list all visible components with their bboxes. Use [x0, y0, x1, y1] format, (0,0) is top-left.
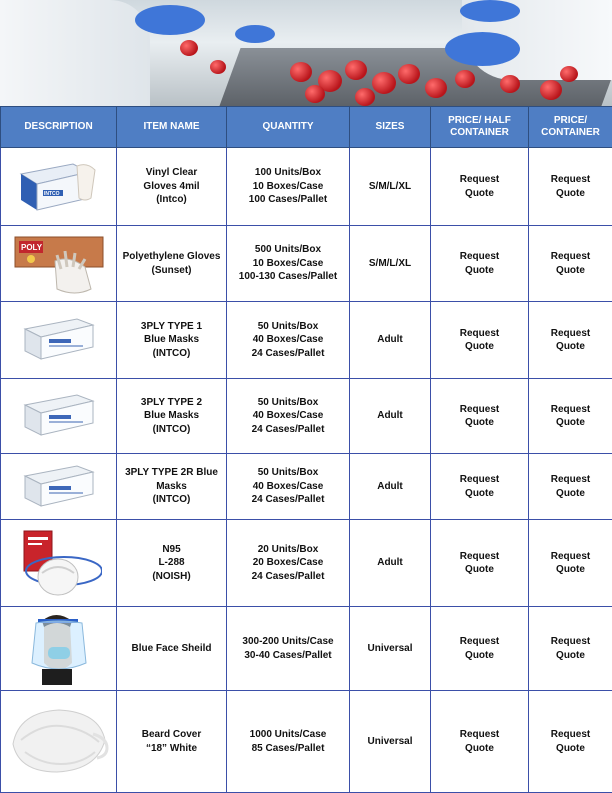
sizes-cell: Adult	[350, 520, 431, 607]
item-name-cell: Vinyl Clear Gloves 4mil (Intco)	[117, 148, 227, 226]
header-item-name: ITEM NAME	[117, 107, 227, 148]
hero-banner-photo	[0, 0, 612, 106]
table-row	[1, 226, 612, 302]
price-half-container-cell: Request Quote	[431, 454, 529, 520]
sizes-cell: S/M/L/XL	[350, 148, 431, 226]
sizes-cell: Adult	[350, 454, 431, 520]
product-table	[0, 106, 612, 793]
product-image-face-shield	[1, 607, 117, 691]
quantity-cell: 100 Units/Box 10 Boxes/Case 100 Cases/Pallet	[227, 148, 350, 226]
glove-shape	[445, 32, 520, 66]
tomato	[305, 85, 325, 103]
product-image-vinyl-gloves	[1, 148, 117, 226]
tomato	[560, 66, 578, 82]
svg-text:INTCO: INTCO	[44, 191, 60, 197]
quantity-cell: 50 Units/Box 40 Boxes/Case 24 Cases/Pallet	[227, 454, 350, 520]
svg-text:POLY: POLY	[21, 243, 43, 252]
table-row	[1, 379, 612, 454]
quantity-cell: 500 Units/Box 10 Boxes/Case 100-130 Cases/Pallet	[227, 226, 350, 302]
price-half-container-cell: Request Quote	[431, 226, 529, 302]
glove-shape	[460, 0, 520, 22]
item-name-cell: 3PLY TYPE 1 Blue Masks (INTCO)	[117, 302, 227, 379]
sizes-cell: Universal	[350, 691, 431, 793]
table-header-row	[1, 107, 612, 148]
tomato	[500, 75, 520, 93]
product-image-poly-gloves	[1, 226, 117, 302]
price-half-container-cell: Request Quote	[431, 691, 529, 793]
price-container-cell: Request Quote	[529, 454, 612, 520]
tomato	[455, 70, 475, 88]
glove-shape	[135, 5, 205, 35]
product-image-mask-box	[1, 302, 117, 379]
quantity-cell: 50 Units/Box 40 Boxes/Case 24 Cases/Pallet	[227, 302, 350, 379]
price-half-container-cell: Request Quote	[431, 148, 529, 226]
header-quantity: QUANTITY	[227, 107, 350, 148]
price-half-container-cell: Request Quote	[431, 520, 529, 607]
price-container-cell: Request Quote	[529, 520, 612, 607]
header-price-half-container: PRICE/ HALF CONTAINER	[431, 107, 529, 148]
table-row	[1, 691, 612, 793]
item-name-cell: N95 L-288 (NOISH)	[117, 520, 227, 607]
table-row	[1, 607, 612, 691]
item-name-cell: 3PLY TYPE 2R Blue Masks (INTCO)	[117, 454, 227, 520]
price-half-container-cell: Request Quote	[431, 379, 529, 454]
header-description: DESCRIPTION	[1, 107, 117, 148]
item-name-cell: Blue Face Sheild	[117, 607, 227, 691]
price-container-cell: Request Quote	[529, 691, 612, 793]
price-half-container-cell: Request Quote	[431, 302, 529, 379]
table-row	[1, 454, 612, 520]
tomato	[540, 80, 562, 100]
item-name-cell: 3PLY TYPE 2 Blue Masks (INTCO)	[117, 379, 227, 454]
product-image-beard-cover	[1, 691, 117, 793]
sizes-cell: Adult	[350, 379, 431, 454]
price-container-cell: Request Quote	[529, 302, 612, 379]
header-sizes: SIZES	[350, 107, 431, 148]
price-container-cell: Request Quote	[529, 148, 612, 226]
product-image-mask-box	[1, 379, 117, 454]
item-name-cell: Beard Cover “18” White	[117, 691, 227, 793]
product-image-mask-box	[1, 454, 117, 520]
tomato	[290, 62, 312, 82]
tomato	[210, 60, 226, 74]
tomato	[345, 60, 367, 80]
tomato	[372, 72, 396, 94]
item-name-cell: Polyethylene Gloves (Sunset)	[117, 226, 227, 302]
table-row	[1, 520, 612, 607]
price-container-cell: Request Quote	[529, 379, 612, 454]
quantity-cell: 300-200 Units/Case 30-40 Cases/Pallet	[227, 607, 350, 691]
product-image-n95-mask	[1, 520, 117, 607]
worker-coat-left	[0, 0, 150, 106]
sizes-cell: Adult	[350, 302, 431, 379]
tomato	[355, 88, 375, 106]
quantity-cell: 50 Units/Box 40 Boxes/Case 24 Cases/Pallet	[227, 379, 350, 454]
tomato	[425, 78, 447, 98]
price-container-cell: Request Quote	[529, 226, 612, 302]
price-container-cell: Request Quote	[529, 607, 612, 691]
quantity-cell: 1000 Units/Case 85 Cases/Pallet	[227, 691, 350, 793]
table-row	[1, 148, 612, 226]
quantity-cell: 20 Units/Box 20 Boxes/Case 24 Cases/Pallet	[227, 520, 350, 607]
glove-shape	[235, 25, 275, 43]
table-row	[1, 302, 612, 379]
tomato	[180, 40, 198, 56]
tomato	[398, 64, 420, 84]
header-price-container: PRICE/ CONTAINER	[529, 107, 612, 148]
sizes-cell: Universal	[350, 607, 431, 691]
sizes-cell: S/M/L/XL	[350, 226, 431, 302]
price-half-container-cell: Request Quote	[431, 607, 529, 691]
